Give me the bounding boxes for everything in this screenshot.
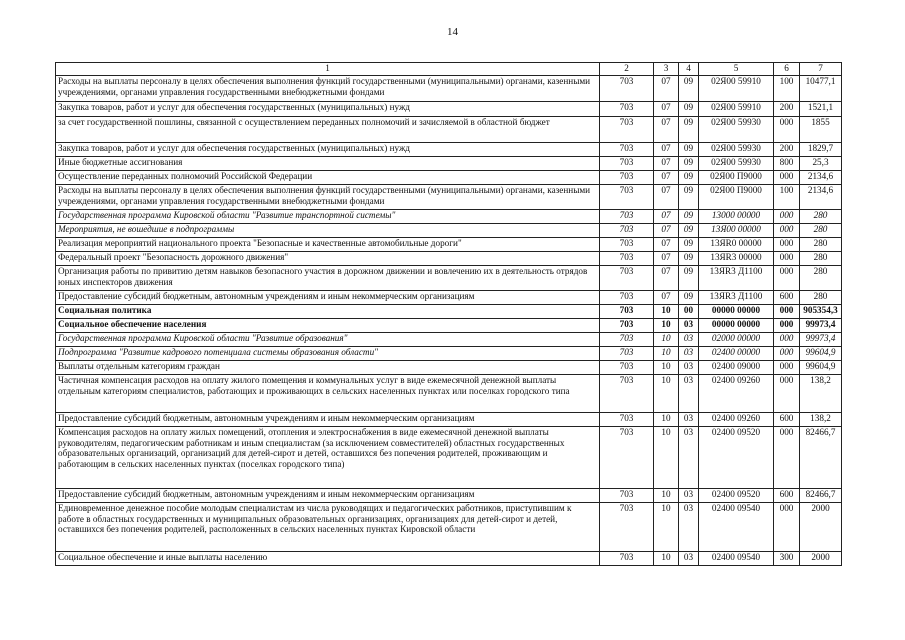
row-target-item: 02400 09520 — [699, 489, 774, 503]
header-cell: 3 — [654, 63, 679, 76]
row-section: 10 — [654, 489, 679, 503]
row-description: Подпрограмма "Развитие кадрового потенциала системы образования области" — [56, 347, 600, 361]
page-number: 14 — [447, 26, 458, 38]
row-target-item: 02400 09520 — [699, 427, 774, 489]
row-ministry-code: 703 — [600, 552, 654, 566]
row-ministry-code: 703 — [600, 252, 654, 266]
row-description: Социальное обеспечение и иные выплаты населению — [56, 552, 600, 566]
row-subsection: 03 — [679, 427, 699, 489]
row-expense-type: 000 — [774, 333, 800, 347]
table-row — [56, 489, 842, 503]
row-section: 07 — [654, 76, 679, 102]
row-amount: 99604,9 — [800, 347, 842, 361]
row-subsection: 03 — [679, 375, 699, 413]
row-subsection: 09 — [679, 266, 699, 291]
row-subsection: 03 — [679, 503, 699, 552]
table-row — [56, 291, 842, 305]
row-expense-type: 600 — [774, 413, 800, 427]
row-expense-type: 000 — [774, 427, 800, 489]
row-expense-type: 000 — [774, 375, 800, 413]
row-ministry-code: 703 — [600, 305, 654, 319]
row-ministry-code: 703 — [600, 171, 654, 185]
row-amount: 280 — [800, 238, 842, 252]
row-amount: 99604,9 — [800, 361, 842, 375]
row-target-item: 02400 09540 — [699, 552, 774, 566]
table-row — [56, 252, 842, 266]
row-ministry-code: 703 — [600, 333, 654, 347]
table-row — [56, 427, 842, 489]
row-section: 10 — [654, 413, 679, 427]
row-amount: 2134,6 — [800, 185, 842, 210]
table-row — [56, 238, 842, 252]
row-expense-type: 100 — [774, 185, 800, 210]
row-subsection: 09 — [679, 238, 699, 252]
row-amount: 905354,3 — [800, 305, 842, 319]
row-subsection: 03 — [679, 347, 699, 361]
row-expense-type: 800 — [774, 157, 800, 171]
row-section: 07 — [654, 238, 679, 252]
row-ministry-code: 703 — [600, 347, 654, 361]
row-expense-type: 000 — [774, 252, 800, 266]
row-subsection: 09 — [679, 102, 699, 117]
row-ministry-code: 703 — [600, 413, 654, 427]
row-expense-type: 000 — [774, 224, 800, 238]
table-row — [56, 347, 842, 361]
row-description: Частичная компенсация расходов на оплату жилого помещения и коммунальных услуг в виде ежемесячной денежной выплаты отдельным категориям специалистов, работающих и проживающих в сельских населенных пунктах или поселках городского типа — [56, 375, 600, 413]
row-ministry-code: 703 — [600, 266, 654, 291]
table-row — [56, 266, 842, 291]
row-amount: 1855 — [800, 117, 842, 143]
header-cell: 5 — [699, 63, 774, 76]
table-row — [56, 185, 842, 210]
row-amount: 280 — [800, 266, 842, 291]
row-subsection: 09 — [679, 171, 699, 185]
row-subsection: 03 — [679, 552, 699, 566]
row-expense-type: 000 — [774, 210, 800, 224]
row-description: Организация работы по привитию детям навыков безопасного участия в дорожном движении и вовлечению их в деятельность отрядов юных инспекторов движения — [56, 266, 600, 291]
row-expense-type: 000 — [774, 305, 800, 319]
row-subsection: 09 — [679, 252, 699, 266]
row-expense-type: 000 — [774, 503, 800, 552]
row-amount: 99973,4 — [800, 333, 842, 347]
row-ministry-code: 703 — [600, 291, 654, 305]
row-amount: 280 — [800, 291, 842, 305]
header-cell: 1 — [56, 63, 600, 76]
table-row — [56, 102, 842, 117]
row-target-item: 02400 09540 — [699, 503, 774, 552]
row-section: 07 — [654, 210, 679, 224]
row-amount: 99973,4 — [800, 319, 842, 333]
row-target-item: 13Я00 00000 — [699, 224, 774, 238]
row-section: 10 — [654, 552, 679, 566]
row-target-item: 02400 00000 — [699, 347, 774, 361]
header-cell: 7 — [800, 63, 842, 76]
row-description: Предоставление субсидий бюджетным, автономным учреждениям и иным некоммерческим организациям — [56, 489, 600, 503]
row-expense-type: 000 — [774, 361, 800, 375]
row-amount: 280 — [800, 224, 842, 238]
row-ministry-code: 703 — [600, 143, 654, 157]
header-cell: 6 — [774, 63, 800, 76]
row-expense-type: 000 — [774, 238, 800, 252]
table-row — [56, 413, 842, 427]
row-target-item: 02Я00 П9000 — [699, 171, 774, 185]
table-row — [56, 361, 842, 375]
row-amount: 280 — [800, 252, 842, 266]
table-row — [56, 117, 842, 143]
row-target-item: 02Я00 П9000 — [699, 185, 774, 210]
table-row — [56, 224, 842, 238]
row-ministry-code: 703 — [600, 185, 654, 210]
row-subsection: 03 — [679, 333, 699, 347]
row-description: Единовременное денежное пособие молодым специалистам из числа руководящих и педагогических работников, приступившим к работе в областных государственных и муниципальных образовательных организациях, организациях для детей-сирот и детей, оставшихся без попечения родителей, расположенных в сельских населенных пунктах Кировской области — [56, 503, 600, 552]
row-description: Федеральный проект "Безопасность дорожного движения" — [56, 252, 600, 266]
row-amount: 138,2 — [800, 413, 842, 427]
row-description: Закупка товаров, работ и услуг для обеспечения государственных (муниципальных) нужд — [56, 102, 600, 117]
row-target-item: 02Я00 59930 — [699, 117, 774, 143]
row-target-item: 02400 09000 — [699, 361, 774, 375]
row-description: Социальная политика — [56, 305, 600, 319]
row-expense-type: 200 — [774, 143, 800, 157]
table-row — [56, 319, 842, 333]
row-section: 10 — [654, 305, 679, 319]
row-amount: 138,2 — [800, 375, 842, 413]
row-amount: 82466,7 — [800, 427, 842, 489]
row-description: Предоставление субсидий бюджетным, автономным учреждениям и иным некоммерческим организациям — [56, 413, 600, 427]
row-expense-type: 300 — [774, 552, 800, 566]
table-row — [56, 333, 842, 347]
row-target-item: 00000 00000 — [699, 319, 774, 333]
row-subsection: 09 — [679, 157, 699, 171]
row-section: 07 — [654, 266, 679, 291]
row-ministry-code: 703 — [600, 319, 654, 333]
row-description: Государственная программа Кировской области "Развитие транспортной системы" — [56, 210, 600, 224]
row-description: Выплаты отдельным категориям граждан — [56, 361, 600, 375]
row-amount: 82466,7 — [800, 489, 842, 503]
row-subsection: 03 — [679, 319, 699, 333]
row-subsection: 09 — [679, 76, 699, 102]
row-section: 10 — [654, 319, 679, 333]
row-subsection: 09 — [679, 117, 699, 143]
table-row — [56, 210, 842, 224]
row-target-item: 13ЯR0 00000 — [699, 238, 774, 252]
budget-table — [55, 62, 842, 566]
row-target-item: 02Я00 59910 — [699, 102, 774, 117]
row-description: Предоставление субсидий бюджетным, автономным учреждениям и иным некоммерческим организациям — [56, 291, 600, 305]
row-description: Иные бюджетные ассигнования — [56, 157, 600, 171]
row-amount: 2000 — [800, 503, 842, 552]
header-cell: 4 — [679, 63, 699, 76]
table-row — [56, 143, 842, 157]
table-row — [56, 305, 842, 319]
row-expense-type: 200 — [774, 102, 800, 117]
row-subsection: 09 — [679, 210, 699, 224]
row-section: 07 — [654, 252, 679, 266]
row-description: Мероприятия, не вошедшие в подпрограммы — [56, 224, 600, 238]
row-section: 10 — [654, 375, 679, 413]
row-target-item: 13ЯR3 Д1100 — [699, 266, 774, 291]
row-ministry-code: 703 — [600, 361, 654, 375]
row-target-item: 02400 09260 — [699, 375, 774, 413]
row-ministry-code: 703 — [600, 117, 654, 143]
row-expense-type: 000 — [774, 171, 800, 185]
row-ministry-code: 703 — [600, 489, 654, 503]
row-target-item: 02000 00000 — [699, 333, 774, 347]
row-ministry-code: 703 — [600, 375, 654, 413]
row-description: за счет государственной пошлины, связанной с осуществлением переданных полномочий и зачисляемой в областной бюджет — [56, 117, 600, 143]
row-target-item: 02Я00 59930 — [699, 143, 774, 157]
row-ministry-code: 703 — [600, 503, 654, 552]
table-row — [56, 171, 842, 185]
row-ministry-code: 703 — [600, 76, 654, 102]
row-subsection: 03 — [679, 361, 699, 375]
table-row — [56, 503, 842, 552]
row-section: 07 — [654, 171, 679, 185]
row-target-item: 00000 00000 — [699, 305, 774, 319]
row-description: Государственная программа Кировской области "Развитие образования" — [56, 333, 600, 347]
row-ministry-code: 703 — [600, 102, 654, 117]
row-expense-type: 000 — [774, 347, 800, 361]
row-amount: 25,3 — [800, 157, 842, 171]
row-section: 10 — [654, 503, 679, 552]
row-expense-type: 000 — [774, 319, 800, 333]
row-subsection: 09 — [679, 143, 699, 157]
table-row — [56, 157, 842, 171]
row-ministry-code: 703 — [600, 157, 654, 171]
row-section: 10 — [654, 361, 679, 375]
row-section: 07 — [654, 224, 679, 238]
row-section: 07 — [654, 157, 679, 171]
row-expense-type: 600 — [774, 489, 800, 503]
row-section: 07 — [654, 185, 679, 210]
row-section: 07 — [654, 291, 679, 305]
row-description: Расходы на выплаты персоналу в целях обеспечения выполнения функций государственными (муниципальными) органами, казенными учреждениями, органами управления государственными внебюджетными фондами — [56, 76, 600, 102]
row-ministry-code: 703 — [600, 210, 654, 224]
row-description: Реализация мероприятий национального проекта "Безопасные и качественные автомобильные дороги" — [56, 238, 600, 252]
table-row — [56, 552, 842, 566]
row-amount: 280 — [800, 210, 842, 224]
table-row — [56, 375, 842, 413]
row-expense-type: 600 — [774, 291, 800, 305]
row-target-item: 02400 09260 — [699, 413, 774, 427]
row-ministry-code: 703 — [600, 224, 654, 238]
row-ministry-code: 703 — [600, 238, 654, 252]
row-target-item: 02Я00 59930 — [699, 157, 774, 171]
row-section: 10 — [654, 347, 679, 361]
row-amount: 2000 — [800, 552, 842, 566]
row-description: Компенсация расходов на оплату жилых помещений, отопления и электроснабжения в виде ежемесячной денежной выплаты руководителям, педагогическим работникам и иным специалистам (за исключением совместителей) областных государственных образовательных организаций, организаций для детей-сирот и детей, оставшихся без попечения родителей, проживающим и работающим в сельских населенных пунктах (поселках городского типа) — [56, 427, 600, 489]
row-section: 10 — [654, 333, 679, 347]
row-amount: 1829,7 — [800, 143, 842, 157]
row-subsection: 03 — [679, 413, 699, 427]
table-header-row — [56, 63, 842, 76]
row-section: 07 — [654, 117, 679, 143]
row-subsection: 00 — [679, 305, 699, 319]
row-target-item: 13ЯR3 Д1100 — [699, 291, 774, 305]
row-section: 10 — [654, 427, 679, 489]
row-expense-type: 000 — [774, 117, 800, 143]
row-amount: 1521,1 — [800, 102, 842, 117]
row-section: 07 — [654, 143, 679, 157]
row-subsection: 03 — [679, 489, 699, 503]
table-row — [56, 76, 842, 102]
row-subsection: 09 — [679, 224, 699, 238]
row-amount: 10477,1 — [800, 76, 842, 102]
row-section: 07 — [654, 102, 679, 117]
row-amount: 2134,6 — [800, 171, 842, 185]
row-expense-type: 100 — [774, 76, 800, 102]
row-subsection: 09 — [679, 291, 699, 305]
row-subsection: 09 — [679, 185, 699, 210]
row-description: Социальное обеспечение населения — [56, 319, 600, 333]
header-cell: 2 — [600, 63, 654, 76]
row-description: Осуществление переданных полномочий Российской Федерации — [56, 171, 600, 185]
row-description: Закупка товаров, работ и услуг для обеспечения государственных (муниципальных) нужд — [56, 143, 600, 157]
row-target-item: 13ЯR3 00000 — [699, 252, 774, 266]
row-target-item: 02Я00 59910 — [699, 76, 774, 102]
row-description: Расходы на выплаты персоналу в целях обеспечения выполнения функций государственными (муниципальными) органами, казенными учреждениями, органами управления государственными внебюджетными фондами — [56, 185, 600, 210]
row-ministry-code: 703 — [600, 427, 654, 489]
row-target-item: 13000 00000 — [699, 210, 774, 224]
row-expense-type: 000 — [774, 266, 800, 291]
